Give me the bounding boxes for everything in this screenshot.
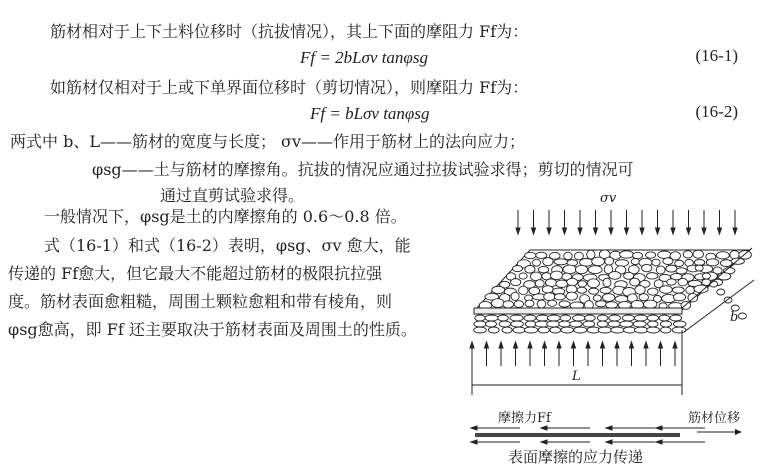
soil-particle	[561, 327, 574, 333]
friction-arrowhead	[656, 440, 662, 444]
up-arrowhead	[543, 342, 547, 348]
soil-particle	[547, 321, 560, 327]
soil-particle	[574, 327, 587, 333]
soil-particle	[724, 297, 732, 303]
soil-particle	[673, 293, 685, 301]
soil-particle	[577, 287, 587, 293]
soil-particle	[658, 251, 671, 258]
down-arrowhead	[718, 228, 722, 234]
soil-particle	[635, 286, 645, 295]
soil-particle	[550, 271, 562, 280]
friction-label: 摩擦力Ff	[498, 411, 551, 426]
soil-particle	[597, 315, 607, 321]
soil-particle	[511, 292, 519, 300]
soil-particle	[639, 294, 648, 301]
soil-particle	[537, 300, 546, 308]
soil-particle	[538, 266, 549, 272]
soil-particle	[720, 260, 732, 267]
soil-particle	[529, 287, 540, 294]
soil-particle	[519, 273, 527, 279]
friction-arrowhead	[541, 440, 547, 444]
friction-arrowhead	[606, 440, 612, 444]
paragraph-conclusion-1: 式（16-1）和式（16-2）表明，φsg、σv 愈大，能	[44, 236, 411, 255]
soil-particle	[550, 327, 561, 333]
up-arrowhead	[572, 342, 576, 348]
soil-particle	[609, 315, 621, 321]
soil-particle	[525, 266, 535, 274]
up-arrowhead	[528, 342, 532, 348]
friction-arrowhead	[471, 440, 477, 444]
soil-particle	[647, 315, 658, 321]
soil-particle	[491, 299, 504, 308]
soil-particle	[717, 289, 725, 295]
soil-particle	[633, 252, 643, 258]
soil-particle	[631, 258, 639, 264]
soil-particle	[511, 279, 521, 286]
soil-particle	[564, 252, 572, 259]
soil-particle	[525, 252, 536, 258]
soil-particle	[611, 327, 624, 333]
soil-particle	[675, 260, 684, 266]
down-arrowhead	[656, 228, 660, 234]
reinforcement-strip	[474, 308, 682, 314]
soil-particle	[554, 294, 565, 300]
soil-particle	[672, 327, 686, 333]
soil-particle	[511, 321, 524, 327]
down-arrowhead	[625, 228, 629, 234]
soil-particle	[510, 315, 523, 321]
soil-particle	[633, 321, 646, 327]
down-arrowhead	[516, 228, 520, 234]
soil-particle	[559, 301, 570, 307]
down-arrowhead	[594, 228, 598, 234]
soil-particle	[560, 315, 571, 321]
soil-particle	[656, 266, 665, 274]
soil-particle	[646, 252, 656, 258]
down-arrowhead	[578, 228, 582, 234]
soil-particle	[587, 279, 599, 288]
strip-section	[475, 433, 680, 437]
paragraph-shear: 如筋材仅相对于上或下单界面位移时（剪切情况），则摩阻力 Ff为：	[50, 78, 529, 97]
up-arrowhead	[644, 342, 648, 348]
soil-particle	[683, 251, 692, 258]
soil-particle	[686, 286, 695, 294]
paragraph-conclusion-4: φsg愈高，即 Ff 还主要取决于筋材表面及周围土的性质。	[8, 320, 417, 339]
soil-particle	[548, 300, 557, 306]
soil-particle	[559, 321, 571, 327]
soil-particle	[693, 250, 703, 258]
soil-particle	[547, 315, 560, 321]
soil-particle	[667, 279, 676, 285]
down-arrowhead	[532, 228, 536, 234]
soil-particle	[488, 327, 499, 333]
soil-particle	[535, 280, 544, 287]
paragraph-general: 一般情况下，φsg是土的内摩擦角的 0.6～0.8 倍。	[44, 207, 407, 226]
friction-arrowhead	[606, 426, 612, 430]
soil-particle	[584, 315, 595, 321]
soil-particle	[634, 315, 647, 321]
soil-particle	[646, 273, 658, 279]
down-arrowhead	[671, 228, 675, 234]
displacement-arrowhead	[735, 429, 742, 435]
paragraph-conclusion-3: 度。筋材表面愈粗糙，周围土颗粒愈粗和带有棱角，则	[8, 292, 393, 311]
soil-particle	[620, 321, 633, 327]
friction-arrowhead	[471, 426, 477, 430]
soil-particle	[499, 321, 510, 327]
soil-particle	[672, 287, 684, 293]
soil-particle	[587, 250, 595, 259]
displacement-label: 筋材位移	[688, 411, 741, 426]
down-arrowhead	[687, 228, 691, 234]
soil-particle	[608, 321, 620, 327]
up-arrowhead	[499, 342, 503, 348]
soil-particle	[648, 288, 658, 295]
definition-phi: φsg——土与筋材的摩擦角。抗拔的情况应通过拉拔试验求得；剪切的情况可	[92, 160, 634, 179]
soil-particle	[642, 264, 652, 271]
soil-particle	[678, 278, 688, 285]
soil-particle	[513, 327, 525, 333]
soil-particle	[503, 301, 514, 308]
soil-particle	[647, 327, 660, 333]
soil-particle	[475, 315, 485, 321]
b-label: b	[730, 310, 739, 325]
down-arrowhead	[547, 228, 551, 234]
soil-particle	[731, 258, 744, 264]
soil-particle	[676, 268, 687, 274]
soil-particle	[572, 315, 585, 321]
down-arrowhead	[640, 228, 644, 234]
soil-particle	[519, 286, 529, 294]
soil-particle	[486, 321, 497, 327]
soil-particle	[660, 321, 671, 327]
soil-particle	[620, 251, 634, 258]
up-arrowhead	[514, 342, 518, 348]
soil-particle	[661, 327, 671, 333]
soil-particles	[474, 250, 752, 333]
soil-particle	[514, 301, 524, 308]
down-arrowhead	[733, 228, 737, 234]
soil-particle	[622, 315, 634, 321]
soil-particle	[492, 286, 505, 293]
soil-particle	[702, 273, 710, 279]
friction-arrowhead	[656, 426, 662, 430]
soil-particle	[600, 287, 611, 293]
normal-stress-arrows	[516, 210, 737, 234]
soil-particle	[609, 272, 621, 280]
soil-particle	[624, 327, 636, 333]
up-arrowhead	[673, 342, 677, 348]
soil-particle	[589, 288, 599, 294]
L-label: L	[572, 369, 581, 384]
soil-particle	[566, 292, 577, 300]
soil-particle	[583, 321, 595, 327]
definition-b-L-sigma: 两式中 b、L——筋材的宽度与长度； σv——作用于筋材上的法向应力；	[10, 132, 526, 151]
soil-particle	[575, 265, 587, 273]
down-arrowhead	[609, 228, 613, 234]
definition-phi-cont: 通过直剪试验求得。	[160, 186, 305, 205]
soil-particle	[710, 281, 718, 287]
soil-particle	[660, 286, 673, 294]
soil-particle	[630, 278, 640, 286]
up-arrowhead	[586, 342, 590, 348]
soil-particle	[574, 252, 583, 260]
soil-particle	[644, 300, 657, 308]
up-arrowhead	[485, 342, 489, 348]
soil-particle	[536, 252, 547, 258]
soil-particle	[474, 327, 487, 333]
soil-particle	[659, 315, 669, 321]
soil-particle	[603, 278, 611, 287]
soil-particle	[716, 252, 729, 259]
soil-particle	[544, 293, 555, 301]
soil-particle	[666, 265, 677, 272]
up-arrowhead	[601, 342, 605, 348]
equation-number-16-1: (16-1)	[695, 46, 738, 65]
soil-particle	[673, 321, 686, 327]
up-arrowhead	[615, 342, 619, 348]
soil-particle	[663, 258, 673, 265]
soil-particle	[554, 259, 568, 265]
soil-particle	[738, 313, 746, 319]
soil-particle	[525, 300, 534, 307]
equation-number-16-2: (16-2)	[695, 102, 738, 121]
soil-particle	[688, 293, 698, 301]
soil-particle	[588, 266, 602, 274]
soil-particle	[598, 327, 611, 333]
paragraph-conclusion-2: 传递的 Ff愈大，但它最大不能超过筋材的极限抗拉强	[8, 264, 383, 283]
soil-particle	[474, 321, 486, 327]
soil-particle	[652, 259, 660, 266]
soil-particle	[502, 327, 512, 333]
soil-particle	[578, 281, 587, 287]
soil-particle	[592, 257, 605, 266]
soil-particle	[605, 257, 614, 265]
soil-particle	[670, 315, 682, 321]
soil-particle	[524, 315, 536, 321]
up-arrowhead	[630, 342, 634, 348]
soil-particle	[635, 327, 648, 333]
soil-particle	[606, 302, 618, 309]
soil-particle	[648, 321, 658, 327]
soil-particle	[695, 265, 703, 271]
soil-particle	[563, 265, 577, 274]
paragraph-pullout: 筋材相对于上下土料位移时（抗拔情况），其上下面的摩阻力 Ff为：	[50, 22, 529, 41]
soil-particle	[570, 321, 582, 327]
soil-particle	[498, 315, 508, 321]
soil-particle	[525, 321, 536, 327]
equation-16-2: Ff = bLσv tanφsg	[310, 104, 430, 123]
soil-particle	[615, 296, 628, 303]
friction-arrowhead	[541, 426, 547, 430]
soil-particle	[538, 327, 549, 333]
up-arrowhead	[659, 342, 663, 348]
soil-particle	[597, 321, 608, 327]
soil-particle	[694, 259, 704, 265]
soil-particle	[543, 258, 553, 266]
figure-caption: 表面摩擦的应力传递	[508, 448, 644, 466]
reaction-arrows	[470, 342, 677, 366]
soil-particle	[615, 260, 628, 267]
equation-16-1: Ff = 2bLσv tanφsg	[300, 48, 428, 67]
down-arrowhead	[702, 228, 706, 234]
soil-particle	[485, 315, 498, 321]
soil-particle	[602, 294, 615, 302]
soil-particle	[542, 286, 553, 293]
soil-particle	[596, 301, 607, 307]
soil-particle	[524, 327, 537, 333]
sigma-label: σv	[600, 191, 617, 206]
soil-particle	[556, 280, 568, 287]
friction-figure	[460, 180, 760, 450]
up-arrowhead	[557, 342, 561, 348]
soil-particle	[532, 259, 540, 266]
soil-particle	[567, 278, 578, 285]
down-arrowhead	[563, 228, 567, 234]
soil-particle	[513, 266, 523, 272]
